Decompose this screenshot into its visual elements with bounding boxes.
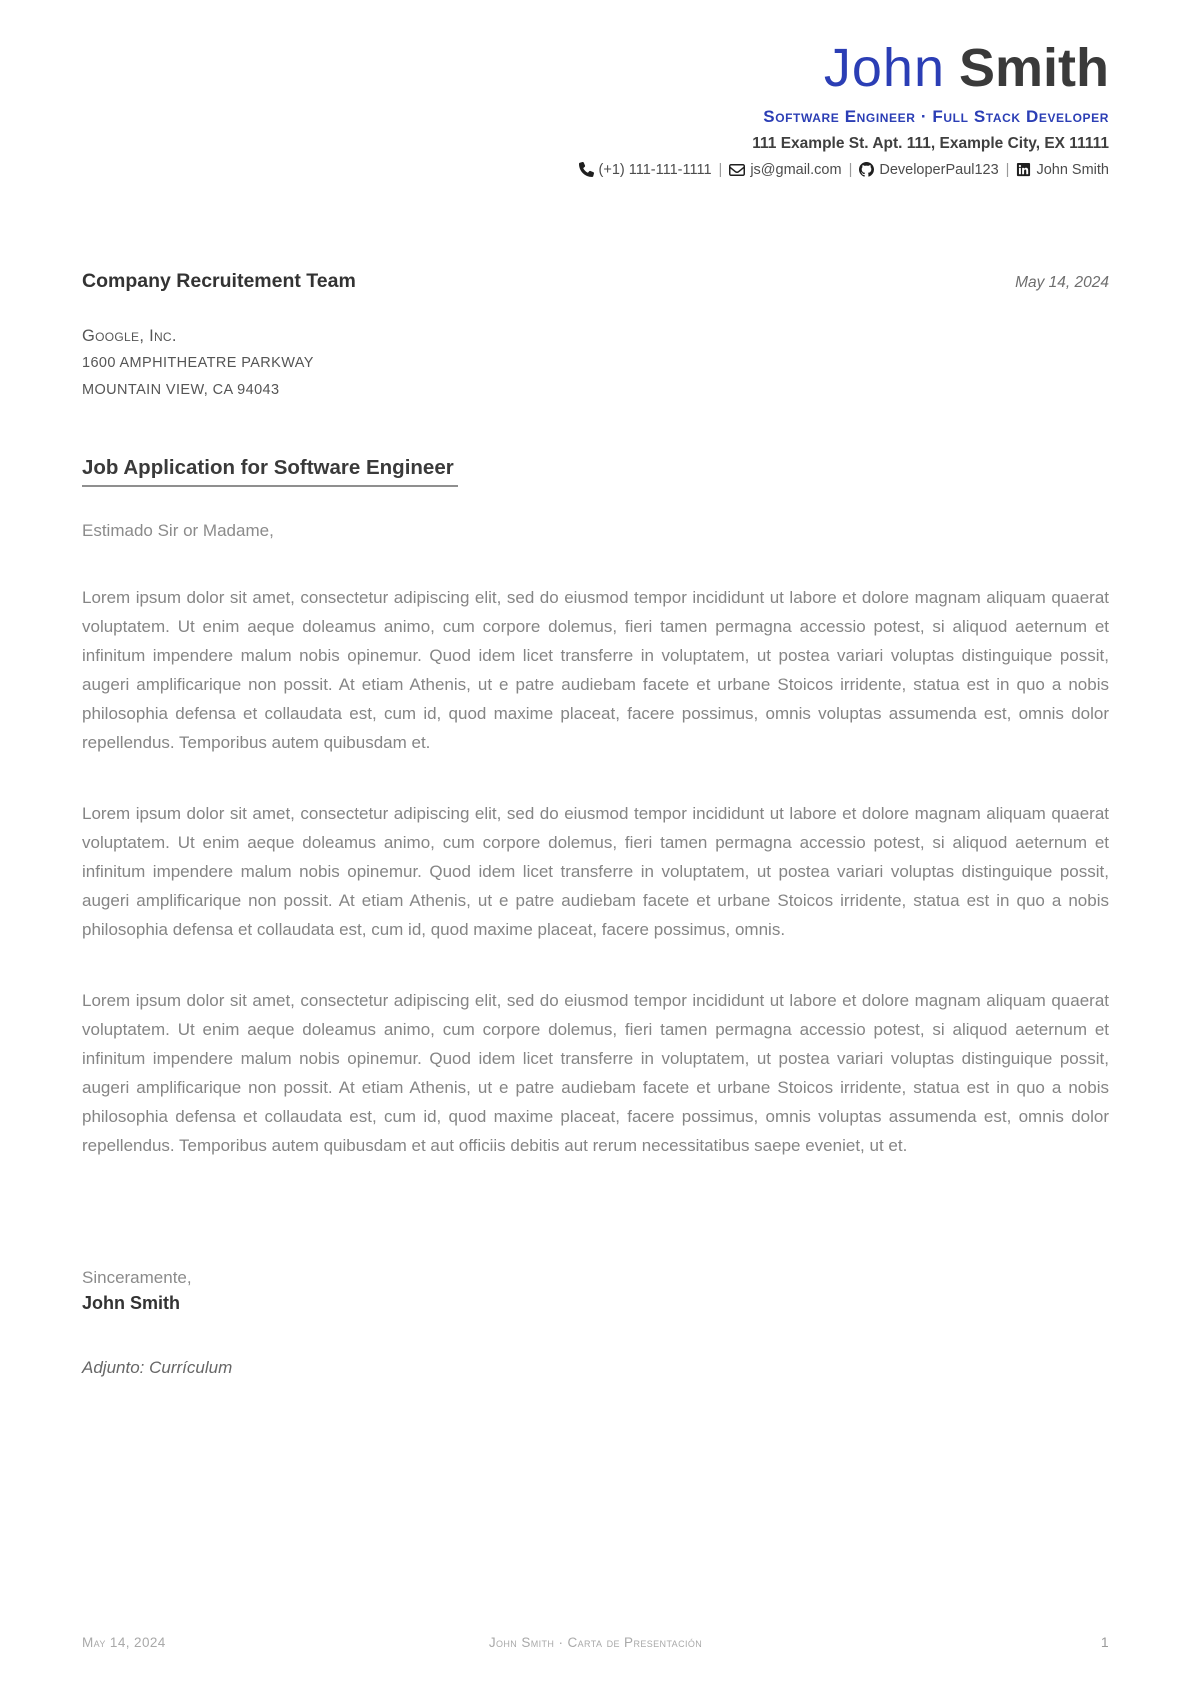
closing-block — [82, 1268, 1109, 1314]
signature-name: John Smith — [82, 1292, 180, 1313]
footer-date: May 14, 2024 — [82, 1635, 166, 1650]
full-name — [82, 40, 1109, 97]
linkedin-icon — [1016, 162, 1031, 177]
phone-icon — [579, 162, 594, 177]
company-name: Google, Inc. — [82, 326, 177, 345]
greeting: Estimado Sir or Madame, — [82, 520, 274, 540]
github-contact[interactable] — [859, 162, 998, 178]
contact-line — [82, 162, 1109, 178]
first-name: John — [823, 38, 945, 98]
email-address: js@gmail.com — [750, 161, 842, 178]
linkedin-name: John Smith — [1036, 161, 1109, 178]
recipient-address-block — [82, 323, 1109, 404]
letter-date: May 14, 2024 — [1015, 273, 1109, 291]
letter-subject: Job Application for Software Engineer — [82, 456, 458, 487]
header — [82, 40, 1109, 178]
contact-separator: | — [848, 161, 853, 178]
closing-salutation: Sinceramente, — [82, 1267, 192, 1287]
envelope-icon — [729, 162, 745, 178]
page-footer — [82, 1634, 1109, 1650]
github-username: DeveloperPaul123 — [879, 161, 999, 178]
company-address-line-1: 1600 AMPHITHEATRE PARKWAY — [82, 354, 314, 371]
phone-contact[interactable] — [579, 162, 712, 178]
company-address-line-2: MOUNTAIN VIEW, CA 94043 — [82, 381, 280, 398]
body-paragraph-3: Lorem ipsum dolor sit amet, consectetur adipiscing elit, sed do eiusmod tempor incididunt ut labore et dolore magnam aliquam quaerat voluptatem. Ut enim aeque doleamus animo, cum corpore dolemus, fieri tamen permagna accessio potest, si aliquod aeternum et infinitum impendere malum nobis opinemur. Quod idem licet transferre in voluptatem, ut postea variari voluptas distinguique possit, augeri amplificarique non possit. At etiam Athenis, ut e patre audiebam facete et urbane Stoicos irridente, statua est in quo a nobis philosophia defensa et collaudata est, cum id, quod maxime placeat, facere possimus, omnis voluptas assumenda est, omnis dolor repellendus. Temporibus autem quibusdam et aut officiis debitis aut rerum necessitatibus saepe eveniet, ut et. — [82, 990, 1109, 1155]
contact-separator: | — [718, 161, 723, 178]
footer-document-title: John Smith · Carta de Presentación — [488, 1635, 703, 1650]
sender-address: 111 Example St. Apt. 111, Example City, EX 11111 — [752, 134, 1109, 152]
linkedin-contact[interactable] — [1016, 162, 1109, 178]
phone-number: (+1) 111-111-1111 — [598, 161, 712, 178]
contact-separator: | — [1005, 161, 1010, 178]
enclosure-note: Adjunto: Currículum — [82, 1357, 233, 1377]
recipient-row — [82, 270, 1109, 293]
email-contact[interactable] — [729, 162, 841, 178]
github-icon — [859, 162, 874, 177]
last-name: Smith — [958, 38, 1109, 98]
body-paragraph-1: Lorem ipsum dolor sit amet, consectetur adipiscing elit, sed do eiusmod tempor incididunt ut labore et dolore magnam aliquam quaerat voluptatem. Ut enim aeque doleamus animo, cum corpore dolemus, fieri tamen permagna accessio potest, si aliquod aeternum et infinitum impendere malum nobis opinemur. Quod idem licet transferre in voluptatem, ut postea variari voluptas distinguique possit, augeri amplificarique non possit. At etiam Athenis, ut e patre audiebam facete et urbane Stoicos irridente, statua est in quo a nobis philosophia defensa et collaudata est, cum id, quod maxime placeat, facere possimus, omnis voluptas assumenda est, omnis dolor repellendus. Temporibus autem quibusdam et. — [82, 587, 1109, 752]
recipient-name: Company Recruitement Team — [82, 269, 356, 292]
letter-subject-wrap — [82, 456, 1109, 487]
footer-page-number: 1 — [1100, 1634, 1109, 1650]
body-paragraph-2: Lorem ipsum dolor sit amet, consectetur adipiscing elit, sed do eiusmod tempor incididunt ut labore et dolore magnam aliquam quaerat voluptatem. Ut enim aeque doleamus animo, cum corpore dolemus, fieri tamen permagna accessio potest, si aliquod aeternum et infinitum impendere malum nobis opinemur. Quod idem licet transferre in voluptatem, ut postea variari voluptas distinguique possit, augeri amplificarique non possit. At etiam Athenis, ut e patre audiebam facete et urbane Stoicos irridente, statua est in quo a nobis philosophia defensa et collaudata est, cum id, quod maxime placeat, facere possimus, omnis. — [82, 803, 1109, 939]
position-subtitle: Software Engineer · Full Stack Developer — [763, 106, 1109, 126]
